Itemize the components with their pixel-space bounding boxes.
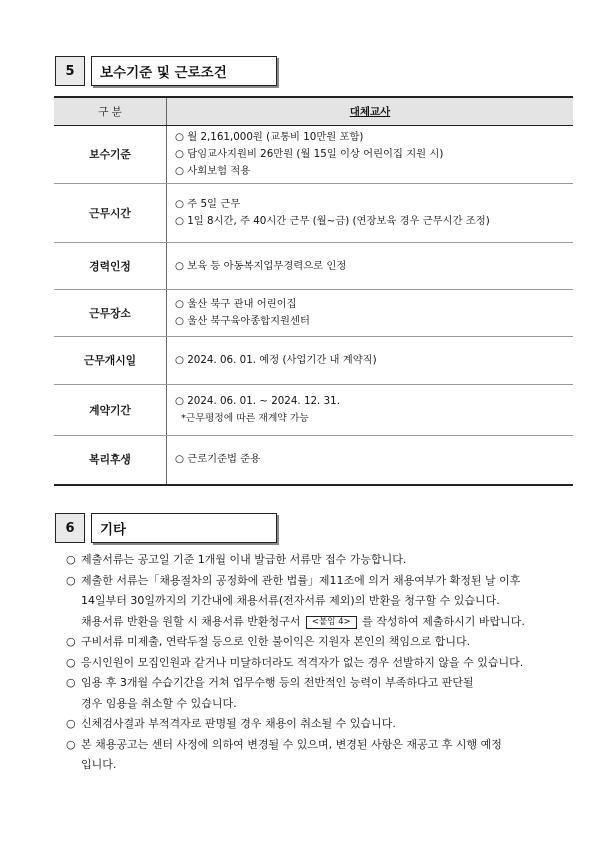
- value-line: ○ 주 5일 근무: [175, 198, 241, 210]
- notice-text: 구비서류 미제출, 연락두절 등으로 인한 불이익은 지원자 본인의 책임으로 합니다.: [81, 635, 471, 648]
- bullet-icon: ○: [66, 676, 76, 689]
- value-line: ○ 2024. 06. 01. 예정 (사업기간 내 계약직): [175, 354, 377, 366]
- bullet-icon: ○: [66, 655, 76, 669]
- notice-text: 응시인원이 모집인원과 같거나 미달하더라도 적격자가 없는 경우 선발하지 않을 수 있습니다.: [81, 655, 524, 669]
- list-item: [66, 673, 566, 714]
- value-line: ○ 울산 북구 관내 어린이집: [175, 298, 297, 310]
- notice-text: 신체검사결과 부적격자로 판명될 경우 채용이 취소될 수 있습니다.: [81, 717, 396, 730]
- section-5-number: 5: [55, 56, 85, 86]
- list-item: [66, 571, 566, 633]
- notice-line: 본 채용공고는 센터 사정에 의하여 변경될 수 있으며, 변경된 사항은 재공고 후 시행 예정: [81, 737, 502, 751]
- row-value-contract: [167, 385, 574, 436]
- row-label-pay: 보수기준: [54, 126, 167, 184]
- row-value-location: [167, 290, 574, 337]
- notice-line: 입니다.: [81, 758, 117, 771]
- list-item: [66, 714, 566, 735]
- notice-line: 임용 후 3개월 수습기간을 거쳐 업무수행 등의 전반적인 능력이 부족하다고 판단될: [81, 676, 474, 689]
- table-row: [54, 243, 573, 290]
- value-line: ○ 보육 등 아동복지업무경력으로 인정: [175, 259, 347, 272]
- notice-text: [81, 673, 566, 714]
- notice-text: [81, 571, 566, 633]
- section-6-number: 6: [55, 513, 85, 543]
- section-6-header: [55, 513, 277, 543]
- list-item: [66, 653, 566, 674]
- notice-text: [81, 735, 566, 776]
- bullet-icon: ○: [66, 553, 76, 566]
- value-line: ○ 월 2,161,000원 (교통비 10만원 포함): [175, 131, 364, 143]
- header-substitute-teacher: 대체교사: [167, 97, 574, 126]
- row-label-welfare: 복리후생: [54, 436, 167, 485]
- table-row: [54, 290, 573, 337]
- row-label-career: 경력인정: [54, 243, 167, 290]
- list-item: [66, 632, 566, 653]
- row-value-start-date: [167, 337, 574, 385]
- value-line: ○ 1일 8시간, 주 40시간 근무 (월~금) (연장보육 경우 근무시간 조정): [175, 215, 490, 227]
- table-header-row: [54, 97, 573, 126]
- list-item: [66, 550, 566, 571]
- value-line: ○ 2024. 06. 01. ~ 2024. 12. 31.: [175, 395, 340, 407]
- bullet-icon: ○: [66, 737, 76, 751]
- row-value-welfare: [167, 436, 574, 485]
- notice-line: 14일부터 30일까지의 기간내에 채용서류(전자서류 제외)의 반환을 청구할 수 있습니다.: [81, 594, 500, 607]
- notice-line: 채용서류 반환을 원할 시 채용서류 반환청구서: [81, 614, 301, 628]
- row-value-career: [167, 243, 574, 290]
- row-label-hours: 근무시간: [54, 184, 167, 243]
- table-row: [54, 184, 573, 243]
- table-row: [54, 385, 573, 436]
- working-conditions-table: [54, 96, 573, 486]
- attachment-tag: <붙임 4>: [306, 616, 357, 629]
- notice-line: 경우 임용을 취소할 수 있습니다.: [81, 696, 237, 710]
- row-label-start-date: 근무개시일: [54, 337, 167, 385]
- notice-text: 제출서류는 공고일 기준 1개월 이내 발급한 서류만 접수 가능합니다.: [81, 553, 407, 566]
- bullet-icon: ○: [66, 635, 76, 648]
- section-5-title: 보수기준 및 근로조건: [91, 56, 277, 86]
- value-line: ○ 근로기준법 준용: [175, 453, 261, 466]
- other-notices-list: [66, 550, 566, 776]
- section-6-title: 기타: [91, 513, 277, 543]
- header-category: 구 분: [54, 97, 167, 126]
- list-item: [66, 735, 566, 776]
- notice-line: 제출한 서류는「채용절차의 공정화에 관한 법률」제11조에 의거 채용여부가 확정된 날 이후: [81, 573, 521, 587]
- row-value-hours: [167, 184, 574, 243]
- row-label-contract: 계약기간: [54, 385, 167, 436]
- value-line: ○ 사회보험 적용: [175, 165, 251, 177]
- table-row: [54, 337, 573, 385]
- contract-note: *근무평정에 따른 재계약 가능: [181, 413, 309, 424]
- value-line: ○ 울산 북구육아종합지원센터: [175, 315, 310, 327]
- row-value-pay: [167, 126, 574, 184]
- value-line: ○ 담임교사지원비 26만원 (월 15일 이상 어린이집 지원 시): [175, 148, 444, 160]
- bullet-icon: ○: [66, 717, 76, 730]
- row-label-location: 근무장소: [54, 290, 167, 337]
- table-row: [54, 126, 573, 184]
- section-5-header: [55, 56, 277, 86]
- notice-line: 를 작성하여 제출하시기 바랍니다.: [362, 614, 525, 628]
- table-row: [54, 436, 573, 485]
- bullet-icon: ○: [66, 573, 76, 587]
